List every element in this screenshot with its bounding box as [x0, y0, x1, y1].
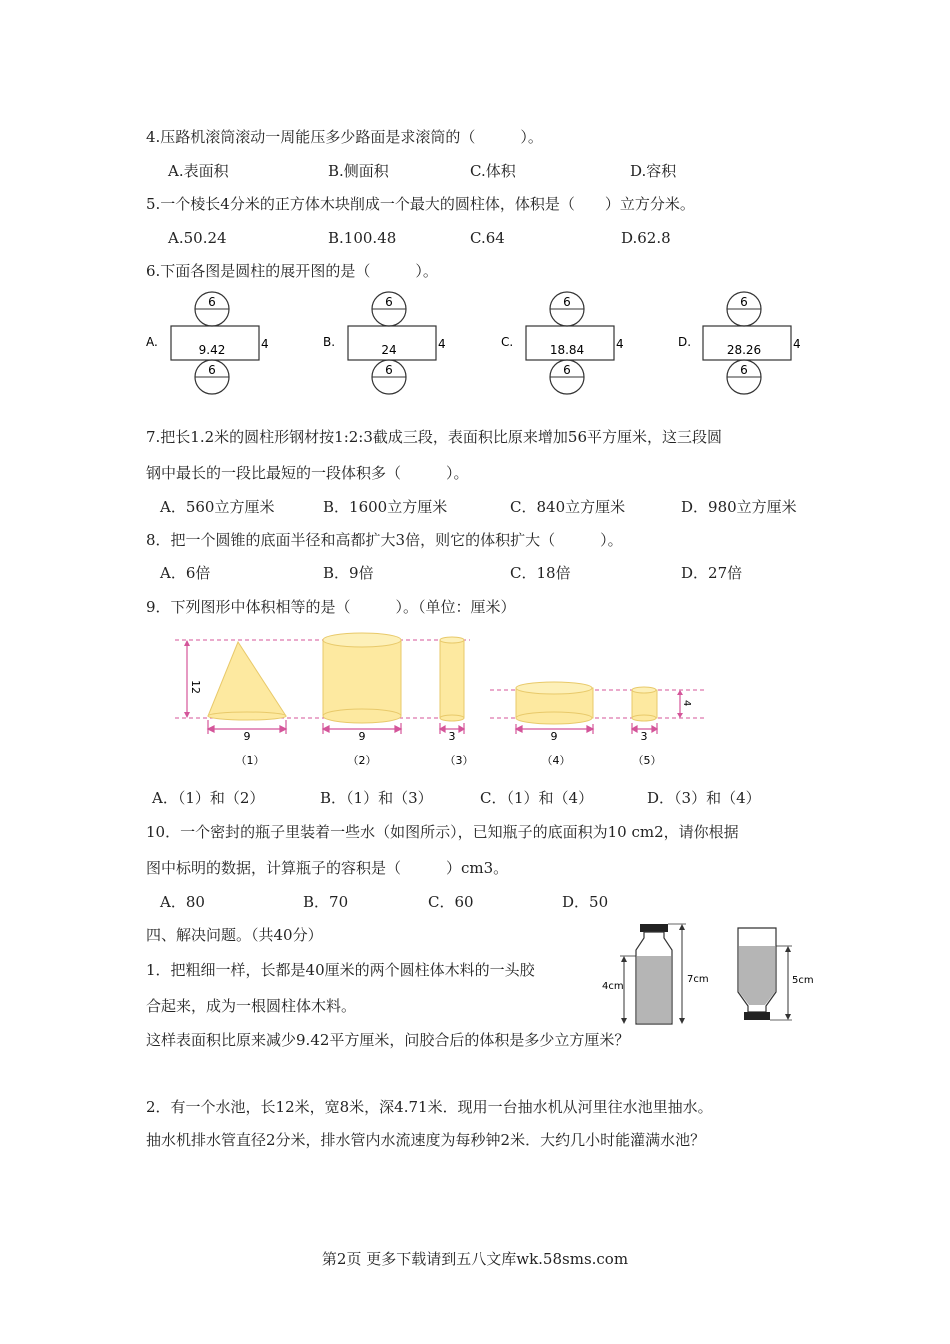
q9-label-1: （1）	[235, 754, 265, 767]
q6-figure-c-letter: C.	[501, 335, 514, 349]
q4-option-c: C.体积	[470, 162, 516, 180]
q10-option-c: C．60	[428, 893, 474, 911]
bottle-height-label: 7cm	[687, 974, 709, 985]
q6-figure-a-letter: A.	[146, 335, 158, 349]
q10-option-d: D．50	[562, 893, 609, 911]
q9-width-2-label: 9	[358, 730, 366, 743]
q6-figure-c-top-label: 6	[563, 295, 571, 309]
q4-stem: 4.压路机滚筒滚动一周能压多少路面是求滚筒的（ ）。	[146, 128, 543, 146]
q4-option-b: B.侧面积	[328, 162, 389, 180]
q7-option-d: D．980立方厘米	[681, 498, 797, 516]
q6-figure-a	[146, 292, 269, 394]
q9-width-4-label: 9	[550, 730, 558, 743]
q6-figure-b-top-label: 6	[385, 295, 393, 309]
q5-stem: 5.一个棱长4分米的正方体木块削成一个最大的圆柱体，体积是（ ）立方分米。	[146, 195, 695, 213]
q4-option-a: A.表面积	[168, 162, 229, 180]
q6-figure-d-bottom-label: 6	[740, 363, 748, 377]
q6-figure-b-rect-label: 24	[381, 343, 397, 357]
q8-option-a: A．6倍	[160, 564, 211, 582]
q9-option-b: B．（1）和（3）	[320, 789, 433, 807]
q9-label-4: （4）	[541, 754, 571, 767]
q9-solids-figure	[170, 628, 715, 773]
q7-option-a: A．560立方厘米	[160, 498, 275, 516]
q6-figure-c	[501, 292, 624, 394]
q9-cone	[208, 642, 286, 716]
q9-option-d: D．（3）和（4）	[647, 789, 761, 807]
q7-stem-line1: 7.把长1.2米的圆柱形钢材按1:2:3截成三段，表面积比原来增加56平方厘米，这三段圆	[146, 428, 722, 446]
q6-figure-c-side-label: 4	[616, 337, 624, 351]
q6-figure-a-top-label: 6	[208, 295, 216, 309]
section4-p2-line1: 2．有一个水池，长12米，宽8米，深4.71米．现用一台抽水机从河里往水池里抽水。	[146, 1098, 713, 1116]
section4-p2-line2: 抽水机排水管直径2分米，排水管内水流速度为每秒钟2米．大约几小时能灌满水池？	[146, 1131, 706, 1149]
inverted-height-label: 5cm	[792, 975, 814, 986]
q8-option-d: D．27倍	[681, 564, 743, 582]
q5-option-a: A.50.24	[168, 229, 227, 247]
q6-figure-d-side-label: 4	[793, 337, 801, 351]
q9-option-a: A．（1）和（2）	[152, 789, 265, 807]
q6-figure-a-rect-label: 9.42	[198, 343, 226, 357]
q6-figure-d-top-label: 6	[740, 295, 748, 309]
section4-p1-line1: 1．把粗细一样，长都是40厘米的两个圆柱体木料的一头胶	[146, 961, 535, 979]
q6-figure-c-rect-label: 18.84	[549, 343, 585, 357]
q9-cylinder-small	[632, 690, 657, 718]
q6-figure-d-rect-label: 28.26	[726, 343, 762, 357]
q6-figure-d	[678, 292, 801, 394]
q7-option-c: C．840立方厘米	[510, 498, 626, 516]
upright-bottle-water	[637, 956, 671, 1023]
q9-width-5-label: 3	[640, 730, 648, 743]
q6-figure-d-letter: D.	[678, 335, 692, 349]
q9-width-1-label: 9	[243, 730, 251, 743]
q6-figure-b	[323, 292, 446, 394]
q10-stem-line2: 图中标明的数据，计算瓶子的容积是（ ）cm3。	[146, 859, 509, 877]
q9-label-5: （5）	[632, 754, 662, 767]
section4-p1-line2: 合起来，成为一根圆柱体木料。	[146, 997, 357, 1015]
q10-bottle-figure	[598, 920, 823, 1030]
q6-figure-b-bottom-label: 6	[385, 363, 393, 377]
q6-stem: 6.下面各图是圆柱的展开图的是（ ）。	[146, 262, 438, 280]
q6-net-figures	[140, 290, 820, 400]
q8-stem: 8．把一个圆锥的底面半径和高都扩大3倍，则它的体积扩大（ ）。	[146, 531, 623, 549]
q10-option-a: A．80	[160, 893, 205, 911]
page-footer: 第2页 更多下载请到五八文库wk.58sms.com	[321, 1250, 629, 1268]
section4-title: 四、解决问题。（共40分）	[146, 926, 323, 944]
q6-figure-c-bottom-label: 6	[563, 363, 571, 377]
q9-label-3: （3）	[444, 754, 474, 767]
q10-option-b: B．70	[303, 893, 349, 911]
q9-width-3-label: 3	[448, 730, 456, 743]
q6-figure-b-side-label: 4	[438, 337, 446, 351]
q9-cylinder-thin	[440, 640, 464, 718]
q7-stem-line2: 钢中最长的一段比最短的一段体积多（ ）。	[146, 464, 469, 482]
q9-stem: 9．下列图形中体积相等的是（ ）。（单位：厘米）	[146, 598, 516, 616]
q6-figure-a-side-label: 4	[261, 337, 269, 351]
q4-option-d: D.容积	[630, 162, 677, 180]
q6-figure-b-letter: B.	[323, 335, 336, 349]
inverted-bottle-water	[739, 946, 775, 1005]
q7-option-b: B．1600立方厘米	[323, 498, 448, 516]
q8-option-b: B．9倍	[323, 564, 374, 582]
q9-cylinder-large	[323, 640, 401, 716]
q9-height-4-label: 4	[681, 700, 692, 707]
q5-option-b: B.100.48	[328, 229, 397, 247]
q5-option-d: D.62.8	[621, 229, 671, 247]
q6-figure-a-bottom-label: 6	[208, 363, 216, 377]
q9-option-c: C．（1）和（4）	[480, 789, 594, 807]
q8-option-c: C．18倍	[510, 564, 571, 582]
water-height-label: 4cm	[602, 981, 624, 992]
section4-p1-line3: 这样表面积比原来减少9.42平方厘米，问胶合后的体积是多少立方厘米？	[146, 1031, 630, 1049]
q10-stem-line1: 10．一个密封的瓶子里装着一些水（如图所示），已知瓶子的底面积为10 cm2，请你根据	[146, 823, 739, 841]
q9-label-2: （2）	[347, 754, 377, 767]
q9-height-12-label: 12	[189, 680, 202, 694]
q5-option-c: C.64	[470, 229, 505, 247]
